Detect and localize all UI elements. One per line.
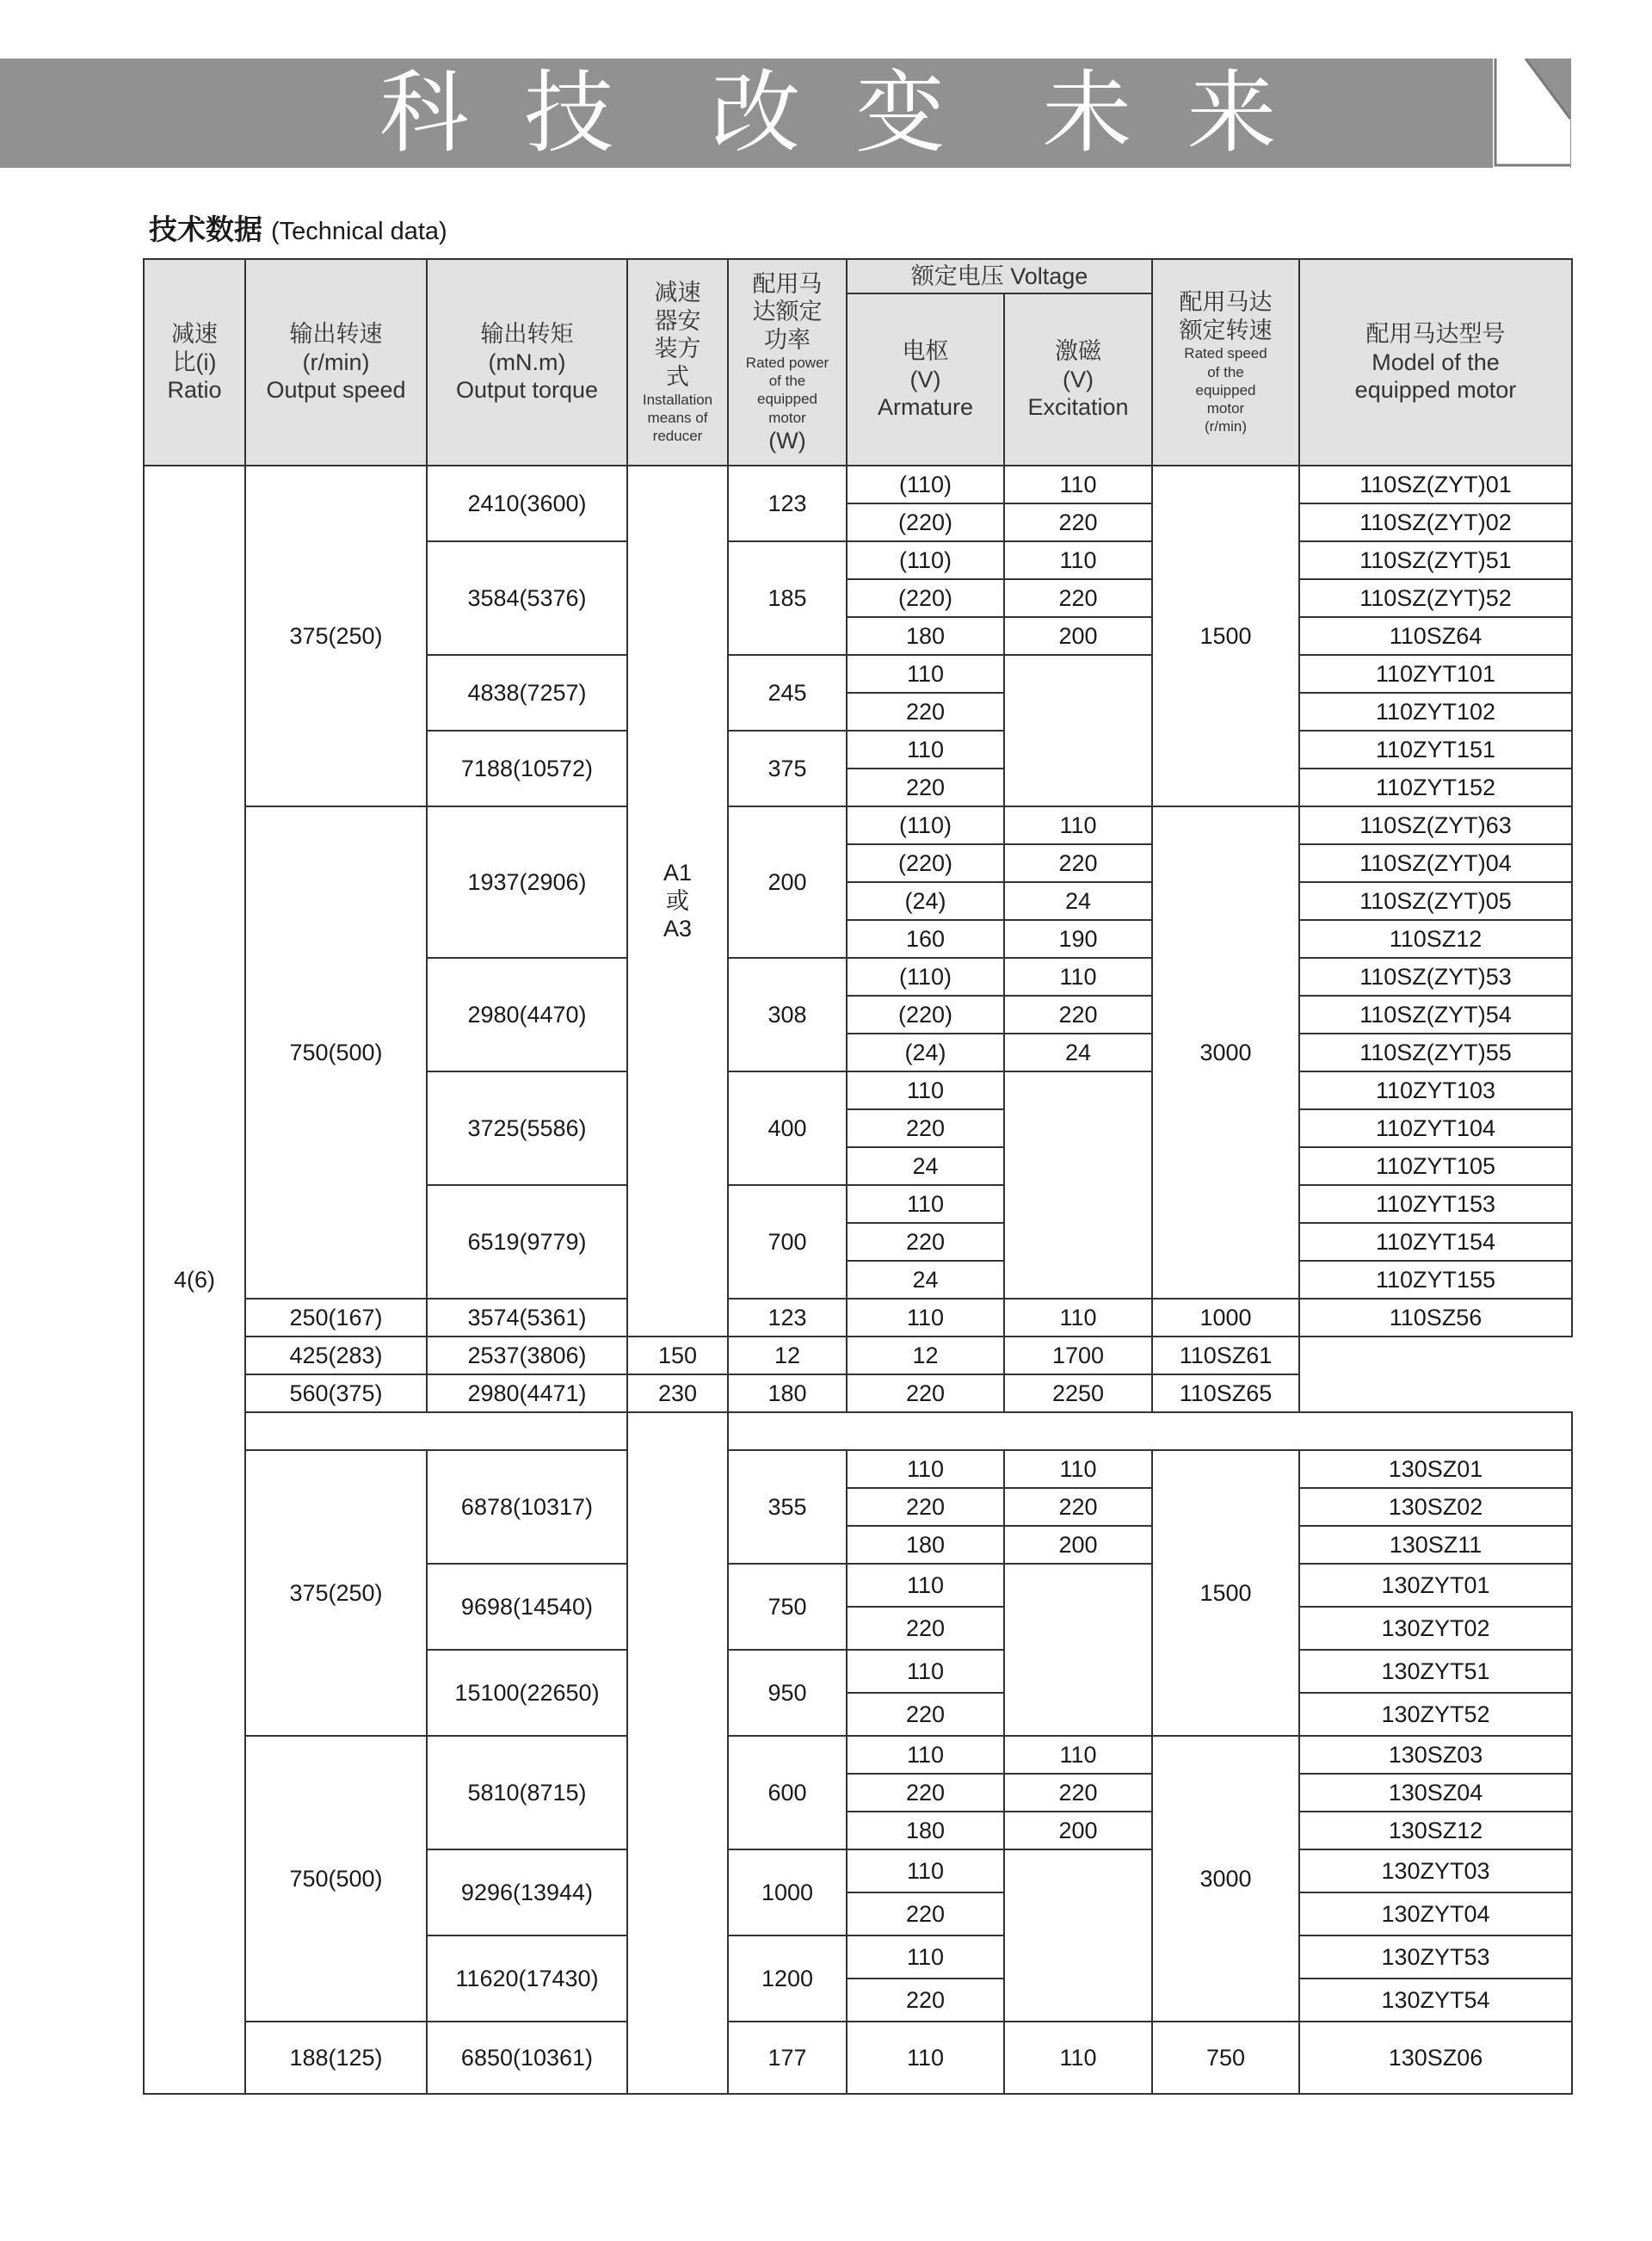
model-cell: 110SZ(ZYT)04 <box>1299 844 1572 882</box>
rated-speed-cell: 1500 <box>1152 1450 1299 1736</box>
speed-cell: 750(500) <box>245 1736 427 2022</box>
torque-cell: 9296(13944) <box>427 1849 627 1935</box>
power-cell: 123 <box>728 1299 847 1337</box>
rated-speed-cell: 1700 <box>1004 1337 1152 1374</box>
torque-cell: 6878(10317) <box>427 1450 627 1564</box>
excitation-cell: 110 <box>1004 1736 1152 1774</box>
excitation-cell: 12 <box>847 1337 1004 1374</box>
model-cell: 110SZ(ZYT)05 <box>1299 882 1572 920</box>
model-cell: 110SZ(ZYT)02 <box>1299 503 1572 541</box>
rated-speed-cell: 3000 <box>1152 1736 1299 2022</box>
armature-cell: (110) <box>847 541 1004 579</box>
power-cell: 700 <box>728 1185 847 1299</box>
speed-cell: 425(283) <box>245 1337 427 1374</box>
excitation-cell: 220 <box>1004 503 1152 541</box>
armature-cell: 220 <box>847 1223 1004 1261</box>
excitation-cell-empty <box>1004 655 1152 806</box>
excitation-cell-empty <box>1004 1071 1152 1299</box>
excitation-cell: 220 <box>847 1374 1004 1412</box>
armature-cell: 180 <box>728 1374 847 1412</box>
armature-cell: 180 <box>847 617 1004 655</box>
header-armature: 电枢 (V) Armature <box>847 293 1004 466</box>
power-cell: 1200 <box>728 1935 847 2022</box>
excitation-cell: 220 <box>1004 844 1152 882</box>
excitation-cell: 110 <box>1004 958 1152 996</box>
page-corner-icon <box>1493 59 1570 168</box>
armature-cell: 110 <box>847 1564 1004 1607</box>
model-cell: 130ZYT04 <box>1299 1892 1572 1935</box>
torque-cell: 7188(10572) <box>427 731 627 806</box>
speed-cell: 188(125) <box>245 2022 427 2094</box>
excitation-cell: 110 <box>1004 541 1152 579</box>
model-cell: 130ZYT03 <box>1299 1849 1572 1892</box>
power-cell: 230 <box>627 1374 728 1412</box>
excitation-cell: 110 <box>1004 466 1152 503</box>
model-cell: 110ZYT152 <box>1299 769 1572 806</box>
model-cell: 130SZ11 <box>1299 1526 1572 1564</box>
torque-cell: 6850(10361) <box>427 2022 627 2094</box>
header-rated-speed: 配用马达 额定转速 Rated speed of the equipped motor (r/min) <box>1152 259 1299 466</box>
excitation-cell: 220 <box>1004 579 1152 617</box>
model-cell: 110SZ56 <box>1299 1299 1572 1337</box>
torque-cell: 5810(8715) <box>427 1736 627 1849</box>
spacer-right <box>728 1412 1572 1450</box>
excitation-cell: 220 <box>1004 1488 1152 1526</box>
power-cell: 600 <box>728 1736 847 1849</box>
model-cell: 110SZ(ZYT)51 <box>1299 541 1572 579</box>
model-cell: 110ZYT155 <box>1299 1261 1572 1299</box>
model-cell: 110SZ(ZYT)63 <box>1299 806 1572 844</box>
armature-cell: 220 <box>847 1979 1004 2022</box>
model-cell: 130SZ04 <box>1299 1774 1572 1812</box>
model-cell: 130SZ03 <box>1299 1736 1572 1774</box>
armature-cell: (220) <box>847 996 1004 1034</box>
armature-cell: 220 <box>847 1488 1004 1526</box>
model-cell: 110ZYT105 <box>1299 1147 1572 1185</box>
torque-cell: 2980(4471) <box>427 1374 627 1412</box>
rated-speed-cell: 1500 <box>1152 466 1299 806</box>
armature-cell: (220) <box>847 579 1004 617</box>
torque-cell: 3725(5586) <box>427 1071 627 1185</box>
armature-cell: 110 <box>847 1299 1004 1337</box>
section-title <box>149 207 447 248</box>
torque-cell: 2537(3806) <box>427 1337 627 1374</box>
excitation-cell: 220 <box>1004 996 1152 1034</box>
header-motor-model: 配用马达型号 Model of the equipped motor <box>1299 259 1572 466</box>
model-cell: 110SZ(ZYT)55 <box>1299 1034 1572 1071</box>
speed-cell: 375(250) <box>245 466 427 806</box>
header-output-speed: 输出转速 (r/min) Output speed <box>245 259 427 466</box>
speed-cell: 375(250) <box>245 1450 427 1736</box>
model-cell: 130SZ02 <box>1299 1488 1572 1526</box>
model-cell: 130ZYT52 <box>1299 1693 1572 1736</box>
model-cell: 110SZ(ZYT)53 <box>1299 958 1572 996</box>
power-cell: 123 <box>728 466 847 541</box>
power-cell: 177 <box>728 2022 847 2094</box>
speed-cell: 750(500) <box>245 806 427 1299</box>
model-cell: 130ZYT01 <box>1299 1564 1572 1607</box>
power-cell: 308 <box>728 958 847 1071</box>
excitation-cell: 110 <box>1004 2022 1152 2094</box>
model-cell: 110ZYT101 <box>1299 655 1572 693</box>
excitation-cell: 220 <box>1004 1774 1152 1812</box>
excitation-cell-empty <box>1004 1564 1152 1736</box>
armature-cell: (220) <box>847 844 1004 882</box>
armature-cell: 220 <box>847 1693 1004 1736</box>
model-cell: 110SZ64 <box>1299 617 1572 655</box>
armature-cell: 180 <box>847 1526 1004 1564</box>
technical-data-table <box>143 258 1573 2095</box>
armature-cell: 110 <box>847 655 1004 693</box>
torque-cell: 6519(9779) <box>427 1185 627 1299</box>
excitation-cell: 24 <box>1004 882 1152 920</box>
model-cell: 110SZ(ZYT)52 <box>1299 579 1572 617</box>
armature-cell: 180 <box>847 1812 1004 1849</box>
excitation-cell-empty <box>1004 1849 1152 2022</box>
excitation-cell: 110 <box>1004 806 1152 844</box>
header-rated-power: 配用马 达额定 功率 Rated power of the equipped motor (W) <box>728 259 847 466</box>
model-cell: 110ZYT102 <box>1299 693 1572 731</box>
armature-cell: 220 <box>847 693 1004 731</box>
excitation-cell: 200 <box>1004 617 1152 655</box>
rated-speed-cell: 3000 <box>1152 806 1299 1299</box>
install-cell-upper: A1 或 A3 <box>627 466 728 1337</box>
excitation-cell: 200 <box>1004 1526 1152 1564</box>
power-cell: 750 <box>728 1564 847 1650</box>
header-ratio: 减速 比(i) Ratio <box>144 259 245 466</box>
header-installation: 减速 器安 装方 式 Installation means of reducer <box>627 259 728 466</box>
armature-cell: 110 <box>847 2022 1004 2094</box>
model-cell: 110SZ(ZYT)01 <box>1299 466 1572 503</box>
power-cell: 1000 <box>728 1849 847 1935</box>
model-cell: 110ZYT104 <box>1299 1109 1572 1147</box>
model-cell: 130SZ12 <box>1299 1812 1572 1849</box>
power-cell: 355 <box>728 1450 847 1564</box>
torque-cell: 1937(2906) <box>427 806 627 958</box>
model-cell: 110ZYT151 <box>1299 731 1572 769</box>
excitation-cell: 110 <box>1004 1450 1152 1488</box>
ratio-cell: 4(6) <box>144 466 245 2094</box>
model-cell: 130ZYT54 <box>1299 1979 1572 2022</box>
armature-cell: 110 <box>847 1736 1004 1774</box>
power-cell: 200 <box>728 806 847 958</box>
model-cell: 110SZ12 <box>1299 920 1572 958</box>
armature-cell: 110 <box>847 1650 1004 1693</box>
torque-cell: 2980(4470) <box>427 958 627 1071</box>
armature-cell: (24) <box>847 882 1004 920</box>
header-excitation: 激磁 (V) Excitation <box>1004 293 1152 466</box>
armature-cell: 110 <box>847 1935 1004 1979</box>
power-cell: 950 <box>728 1650 847 1736</box>
speed-cell: 250(167) <box>245 1299 427 1337</box>
model-cell: 130ZYT02 <box>1299 1607 1572 1650</box>
speed-cell: 560(375) <box>245 1374 427 1412</box>
armature-cell: 110 <box>847 1849 1004 1892</box>
excitation-cell: 110 <box>1004 1299 1152 1337</box>
torque-cell: 9698(14540) <box>427 1564 627 1650</box>
section-title-zh: 技术数据 <box>149 213 262 246</box>
power-cell: 150 <box>627 1337 728 1374</box>
armature-cell: 110 <box>847 1071 1004 1109</box>
power-cell: 375 <box>728 731 847 806</box>
power-cell: 245 <box>728 655 847 731</box>
model-cell: 110ZYT103 <box>1299 1071 1572 1109</box>
model-cell: 130SZ06 <box>1299 2022 1572 2094</box>
armature-cell: 24 <box>847 1261 1004 1299</box>
excitation-cell: 190 <box>1004 920 1152 958</box>
armature-cell: 220 <box>847 1892 1004 1935</box>
armature-cell: (110) <box>847 958 1004 996</box>
torque-cell: 11620(17430) <box>427 1935 627 2022</box>
install-cell-lower <box>627 1412 728 2094</box>
model-cell: 130ZYT53 <box>1299 1935 1572 1979</box>
header-output-torque: 输出转矩 (mN.m) Output torque <box>427 259 627 466</box>
torque-cell: 15100(22650) <box>427 1650 627 1736</box>
armature-cell: 110 <box>847 1450 1004 1488</box>
torque-cell: 3584(5376) <box>427 541 627 655</box>
armature-cell: 110 <box>847 1185 1004 1223</box>
armature-cell: 220 <box>847 769 1004 806</box>
model-cell: 110SZ61 <box>1152 1337 1299 1374</box>
model-cell: 110ZYT153 <box>1299 1185 1572 1223</box>
rated-speed-cell: 750 <box>1152 2022 1299 2094</box>
excitation-cell: 24 <box>1004 1034 1152 1071</box>
banner-title: 科 技 改 变 未 来 <box>379 60 1291 165</box>
rated-speed-cell: 1000 <box>1152 1299 1299 1337</box>
spacer-left <box>245 1412 627 1450</box>
armature-cell: 220 <box>847 1607 1004 1650</box>
torque-cell: 2410(3600) <box>427 466 627 541</box>
armature-cell: 220 <box>847 1109 1004 1147</box>
model-cell: 110ZYT154 <box>1299 1223 1572 1261</box>
model-cell: 110SZ65 <box>1152 1374 1299 1412</box>
excitation-cell: 200 <box>1004 1812 1152 1849</box>
armature-cell: 110 <box>847 731 1004 769</box>
rated-speed-cell: 2250 <box>1004 1374 1152 1412</box>
armature-cell: (110) <box>847 466 1004 503</box>
header-voltage: 额定电压 Voltage <box>847 259 1152 293</box>
armature-cell: (220) <box>847 503 1004 541</box>
armature-cell: (110) <box>847 806 1004 844</box>
section-title-en: (Technical data) <box>271 218 447 245</box>
model-cell: 110SZ(ZYT)54 <box>1299 996 1572 1034</box>
torque-cell: 4838(7257) <box>427 655 627 731</box>
power-cell: 185 <box>728 541 847 655</box>
model-cell: 130SZ01 <box>1299 1450 1572 1488</box>
model-cell: 130ZYT51 <box>1299 1650 1572 1693</box>
armature-cell: 220 <box>847 1774 1004 1812</box>
armature-cell: 24 <box>847 1147 1004 1185</box>
power-cell: 400 <box>728 1071 847 1185</box>
armature-cell: 160 <box>847 920 1004 958</box>
armature-cell: 12 <box>728 1337 847 1374</box>
armature-cell: (24) <box>847 1034 1004 1071</box>
torque-cell: 3574(5361) <box>427 1299 627 1337</box>
